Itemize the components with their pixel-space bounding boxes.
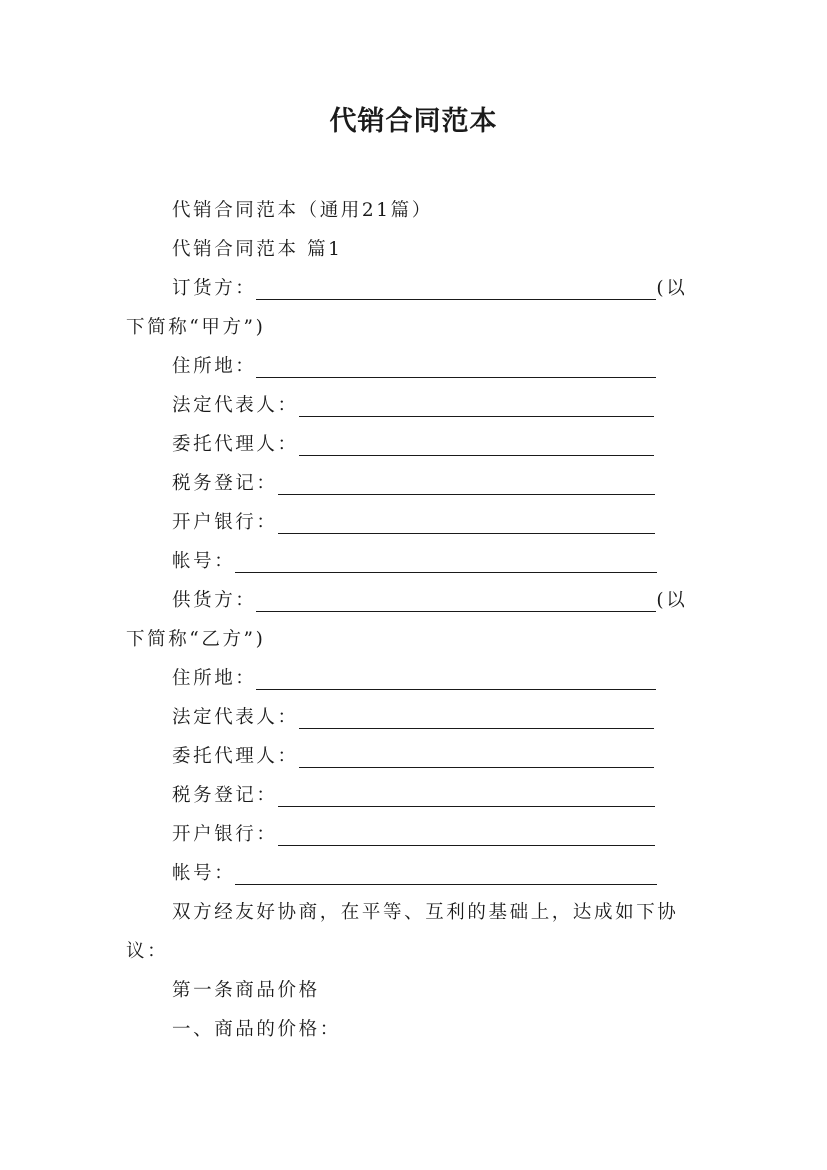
field-label: 法定代表人：: [172, 395, 299, 416]
document-title: 代销合同范本: [329, 106, 498, 137]
section-heading: 代销合同范本 篇1: [172, 239, 343, 260]
party-b-address-field: [172, 664, 656, 694]
field-label: 法定代表人：: [172, 707, 299, 728]
party-b-legal-rep-field: [172, 703, 654, 733]
party-b-name-field: [172, 586, 702, 616]
field-label: 委托代理人：: [172, 434, 299, 455]
field-label: 住所地：: [172, 668, 257, 689]
party-a-blank: [256, 279, 656, 300]
article-item: 一、商品的价格：: [172, 1019, 341, 1040]
party-b-alias: 下简称“乙方”): [126, 629, 266, 650]
party-a-legal-rep-field: [172, 391, 654, 421]
field-blank: [256, 357, 656, 378]
field-label: 住所地：: [172, 356, 257, 377]
party-a-tax-field: [172, 469, 655, 499]
field-label: 开户银行：: [172, 512, 278, 533]
party-a-agent-field: [172, 430, 654, 460]
field-blank: [256, 669, 656, 690]
field-blank: [299, 708, 654, 729]
agreement-text-continued: 议：: [126, 941, 169, 962]
party-a-alias: 下简称“甲方”): [126, 317, 266, 338]
field-blank: [299, 747, 654, 768]
document-subtitle: 代销合同范本（通用21篇）: [172, 200, 433, 221]
party-b-agent-field: [172, 742, 654, 772]
party-b-tax-field: [172, 781, 655, 811]
party-a-account-field: [172, 547, 657, 577]
party-a-label: 订货方：: [172, 278, 257, 299]
field-label: 税务登记：: [172, 473, 278, 494]
party-b-label: 供货方：: [172, 590, 257, 611]
field-label: 开户银行：: [172, 824, 278, 845]
field-blank: [299, 435, 654, 456]
field-label: 税务登记：: [172, 785, 278, 806]
field-blank: [278, 474, 655, 495]
article-heading: 第一条商品价格: [172, 980, 320, 1001]
field-label: 帐号：: [172, 551, 236, 572]
party-b-suffix: (以: [656, 590, 688, 611]
party-a-address-field: [172, 352, 656, 382]
party-a-suffix: (以: [656, 278, 688, 299]
agreement-text: 双方经友好协商，在平等、互利的基础上，达成如下协: [172, 902, 679, 923]
field-blank: [278, 825, 655, 846]
party-b-account-field: [172, 859, 657, 889]
party-a-name-field: [172, 274, 702, 304]
field-label: 委托代理人：: [172, 746, 299, 767]
party-b-blank: [256, 591, 656, 612]
field-blank: [278, 786, 655, 807]
field-blank: [278, 513, 655, 534]
field-label: 帐号：: [172, 863, 236, 884]
field-blank: [235, 552, 657, 573]
field-blank: [299, 396, 654, 417]
party-b-bank-field: [172, 820, 655, 850]
field-blank: [235, 864, 657, 885]
party-a-bank-field: [172, 508, 655, 538]
